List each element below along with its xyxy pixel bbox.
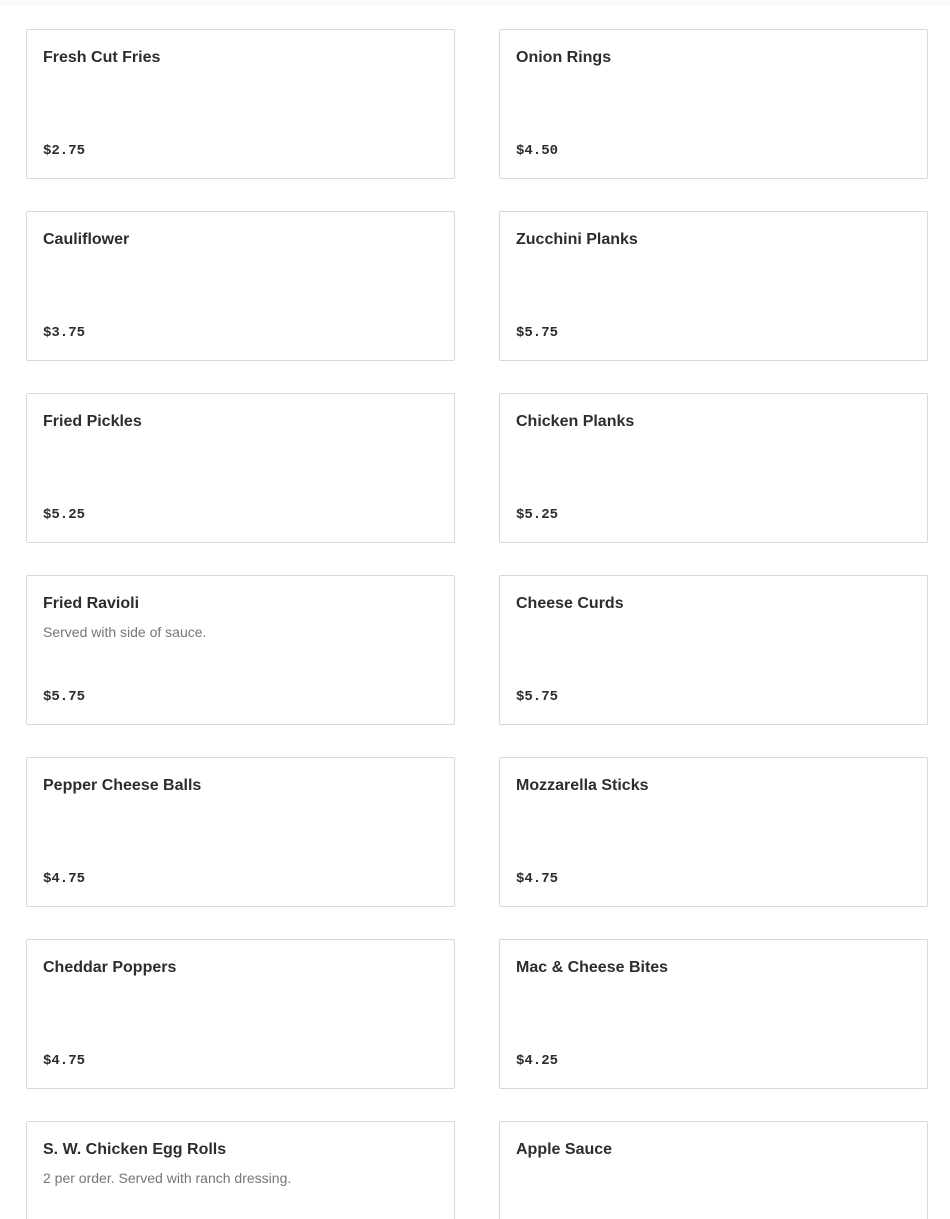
menu-item-price: $4.25: [516, 1053, 559, 1069]
menu-item-price: $5.25: [43, 507, 86, 523]
menu-item-name: Mac & Cheese Bites: [516, 959, 669, 976]
menu-item-card-cheese-curds[interactable]: [499, 575, 928, 725]
menu-item-name: Cheddar Poppers: [43, 959, 177, 976]
menu-item-description: Served with side of sauce.: [43, 624, 207, 640]
menu-item-card-mac-cheese-bites[interactable]: [499, 939, 928, 1089]
menu-item-price: $4.75: [43, 871, 86, 887]
menu-item-card-pepper-cheese-balls[interactable]: [26, 757, 455, 907]
menu-item-card-onion-rings[interactable]: [499, 29, 928, 179]
menu-item-name: Pepper Cheese Balls: [43, 777, 202, 794]
menu-item-card-fresh-cut-fries[interactable]: [26, 29, 455, 179]
menu-item-card-zucchini-planks[interactable]: [499, 211, 928, 361]
menu-item-price: $5.75: [516, 325, 559, 341]
menu-item-name: Apple Sauce: [516, 1141, 613, 1158]
menu-item-card-cauliflower[interactable]: [26, 211, 455, 361]
menu-item-name: Fresh Cut Fries: [43, 49, 161, 66]
top-edge: [0, 0, 950, 6]
menu-item-price: $2.75: [43, 143, 86, 159]
menu-item-price: $4.75: [516, 871, 559, 887]
menu-item-name: Fried Pickles: [43, 413, 142, 430]
menu-item-price: $4.50: [516, 143, 559, 159]
menu-item-card-fried-pickles[interactable]: [26, 393, 455, 543]
menu-item-card-chicken-planks[interactable]: [499, 393, 928, 543]
menu-item-name: Onion Rings: [516, 49, 612, 66]
menu-item-card-cheddar-poppers[interactable]: [26, 939, 455, 1089]
menu-item-price: $4.75: [43, 1053, 86, 1069]
menu-item-card-mozzarella-sticks[interactable]: [499, 757, 928, 907]
menu-item-card-fried-ravioli[interactable]: [26, 575, 455, 725]
menu-item-card-sw-chicken-egg-rolls[interactable]: [26, 1121, 455, 1219]
menu-item-name: Cheese Curds: [516, 595, 624, 612]
menu-item-price: $5.75: [516, 689, 559, 705]
menu-item-price: $5.75: [43, 689, 86, 705]
menu-item-name: Cauliflower: [43, 231, 130, 248]
menu-item-name: Chicken Planks: [516, 413, 635, 430]
menu-item-name: Fried Ravioli: [43, 595, 140, 612]
menu-item-grid: [26, 29, 928, 1219]
menu-item-name: Mozzarella Sticks: [516, 777, 649, 794]
menu-item-price: $5.25: [516, 507, 559, 523]
menu-item-name: Zucchini Planks: [516, 231, 638, 248]
menu-item-description: 2 per order. Served with ranch dressing.: [43, 1170, 292, 1186]
menu-item-name: S. W. Chicken Egg Rolls: [43, 1141, 227, 1158]
menu-item-price: $3.75: [43, 325, 86, 341]
menu-item-card-apple-sauce[interactable]: [499, 1121, 928, 1219]
